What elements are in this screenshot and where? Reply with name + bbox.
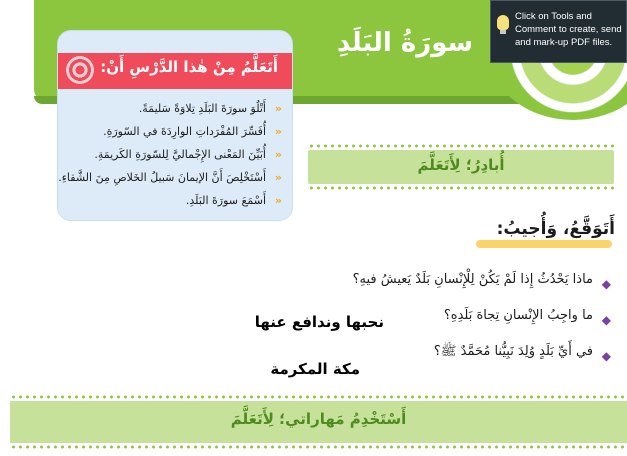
heading-highlight (476, 240, 612, 248)
bullet-icon: « (274, 171, 282, 184)
diamond-icon: ◆ (601, 349, 611, 363)
objectives-header (58, 53, 292, 89)
lightbulb-icon (497, 15, 509, 30)
section-skills-label: أَسْتَخْدِمُ مَهاراتي؛ لِأَتَعَلَّمَ (230, 410, 407, 428)
dots-bottom-divider (10, 445, 627, 449)
lesson-title: سورَةُ البَلَدِ (336, 28, 474, 58)
answer-text-2: مكة المكرمة (270, 360, 360, 378)
acrobat-tooltip[interactable] (490, 0, 627, 63)
section-start-bar (308, 150, 614, 184)
question-item: ◆ ما واجِبُ الإِنْسانِ تِجاهَ بَلَدِهِ؟ (251, 304, 611, 340)
question-item: ◆ في أَيِّ بَلَدٍ وُلِدَ نَبِيُّنا مُحَمَّدٌ ﷺ؟ (251, 340, 611, 376)
section-predict-heading: أَتَوَقَّعُ، وَأُجيبُ: (496, 219, 615, 239)
dots-bottom-divider (308, 186, 614, 190)
bullet-icon: « (274, 125, 282, 138)
answer-text-1: نحبها وندافع عنها (254, 313, 384, 331)
dots-top-divider (10, 395, 627, 399)
tooltip-text: Click on Tools and Comment to create, send and mark-up PDF files. (515, 11, 622, 48)
bullet-icon: « (274, 148, 282, 161)
lightbulb-base-icon (500, 30, 506, 34)
objectives-card (57, 30, 293, 221)
question-item: ◆ ماذا يَحْدُثُ إِذا لَمْ يَكُنْ لِلْإِنْسانِ بَلَدٌ يَعيشُ فيهِ؟ (251, 268, 611, 304)
objective-item: « أَتْلُوَ سورَةَ البَلَدِ تِلاوَةً سَليمَةً. (67, 97, 282, 120)
objective-item: « أَسْمَعَ سورَةَ البَلَدِ. (67, 189, 282, 212)
objective-item: « أُفَسِّرَ المُفْرَداتِ الوارِدَةَ في السّورَةِ. (67, 120, 282, 143)
section-skills-bar (10, 401, 627, 443)
bullet-icon: « (274, 194, 282, 207)
objective-item: « أُبَيِّنَ المَعْنى الإِجْماليَّ لِلسّورَةِ الكَريمَةِ. (67, 143, 282, 166)
dots-top-divider (308, 144, 614, 148)
bullet-icon: « (274, 102, 282, 115)
objectives-list (58, 97, 282, 212)
objectives-title: أَتَعَلَّمُ مِنْ هٰذا الدَّرْسِ أَنْ: (100, 58, 278, 76)
objective-item: « أَسْتَخْلِصَ أَنَّ الإيمانَ سَبيلُ الخَلاصِ مِنَ الشَّقاءِ. (67, 166, 282, 189)
diamond-icon: ◆ (601, 277, 611, 291)
section-start-label: أُبادِرُ؛ لِأَتَعَلَّمَ (417, 156, 505, 174)
diamond-icon: ◆ (601, 313, 611, 327)
